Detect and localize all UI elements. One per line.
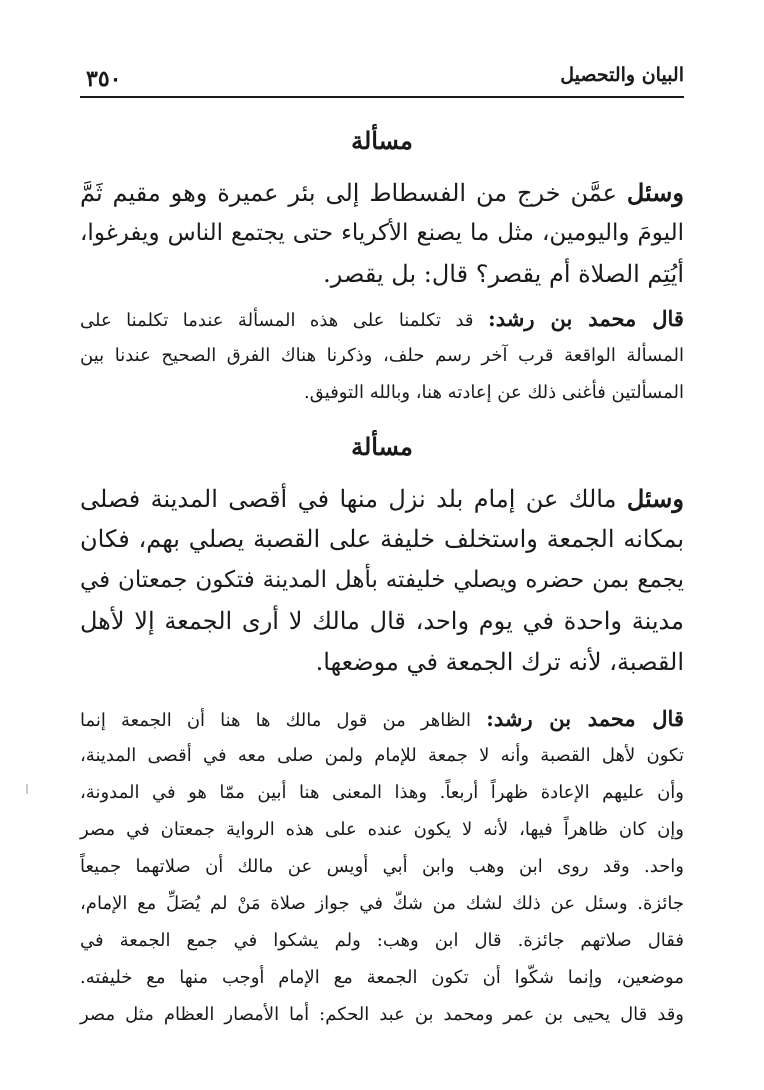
scan-margin-mark <box>26 784 28 794</box>
text-line <box>80 700 684 737</box>
text-line: جائزة. وسئل عن ذلك لشك من شكّ في جواز صلاة مَنْ لم يُصَلِّ مع الإمام، <box>80 893 684 914</box>
lead-word: وسئل <box>626 178 684 207</box>
commentator-name: قال محمد بن رشد: <box>486 706 684 731</box>
text-line: المسألة الواقعة قرب آخر رسم حلف، وذكرنا هناك الفرق الصحيح عندنا بين <box>80 345 684 366</box>
lead-word: وسئل <box>626 484 684 513</box>
section-heading: مسألة <box>351 432 413 461</box>
running-header <box>80 62 684 98</box>
text-line: وقد قال يحيى بن عمر ومحمد بن عبد الحكم: أما الأمصار العظام مثل مصر <box>80 1004 684 1025</box>
page-number: ٣٥٠ <box>86 66 122 92</box>
text-line: بمكانه الجمعة واستخلف خليفة على القصبة يصلي بهم، فكان <box>80 525 684 553</box>
text-line <box>80 478 684 519</box>
text-line <box>80 172 684 213</box>
text-line: مدينة واحدة في يوم واحد، قال مالك لا أرى الجمعة إلا لأهل <box>80 607 684 635</box>
text-line: واحد. وقد روى ابن وهب وابن أبي أويس عن مالك أن صلاتهما جميعاً <box>80 856 684 877</box>
commentary-paragraph <box>80 300 684 411</box>
text-line: وأن عليهم الإعادة ظهراً أربعاً. وهذا المعنى هنا أبين ممّا هو في المدونة، <box>80 782 684 803</box>
text-line: القصبة، لأنه ترك الجمعة في موضعها. <box>315 648 684 676</box>
question-paragraph <box>80 172 684 295</box>
section-heading: مسألة <box>351 126 413 155</box>
text-line: فقال صلاتهم جائزة. قال ابن وهب: ولم يشكوا في جمع الجمعة في <box>80 930 684 951</box>
text-line: وإن كان ظاهراً فيها، لأنه لا يكون عنده على هذه الرواية جمعتان في مصر <box>80 819 684 840</box>
line-text: عمَّن خرج من الفسطاط إلى بئر عميرة وهو مقيم ثَمَّ <box>80 179 617 207</box>
text-line: تكون لأهل القصبة وأنه لا جمعة للإمام ولمن صلى معه في أقصى المدينة، <box>80 745 684 766</box>
question-paragraph <box>80 478 684 683</box>
running-title: البيان والتحصيل <box>560 64 684 86</box>
text-line: يجمع بمن حضره ويصلي خليفته بأهل المدينة فتكون جمعتان في <box>80 567 684 593</box>
commentator-name: قال محمد بن رشد: <box>487 306 684 331</box>
commentary-paragraph <box>80 700 684 1033</box>
text-line: المسألتين فأغنى ذلك عن إعادته هنا، وبالله التوفيق. <box>304 382 684 403</box>
text-line: موضعين، وإنما شكّوا أن تكون الجمعة مع الإمام أوجب منها مع خليفته. <box>80 967 684 988</box>
line-text: الظاهر من قول مالك ها هنا أن الجمعة إنما <box>80 710 472 731</box>
line-text: قد تكلمنا على هذه المسألة عندما تكلمنا على <box>80 310 474 331</box>
text-line: أيُتِم الصلاة أم يقصر؟ قال: بل يقصر. <box>323 260 684 288</box>
line-text: مالك عن إمام بلد نزل منها في أقصى المدينة فصلى <box>80 485 617 513</box>
text-line: اليومَ واليومين، مثل ما يصنع الأكرياء حتى يجتمع الناس ويفرغوا، <box>80 220 684 246</box>
text-line <box>80 300 684 337</box>
